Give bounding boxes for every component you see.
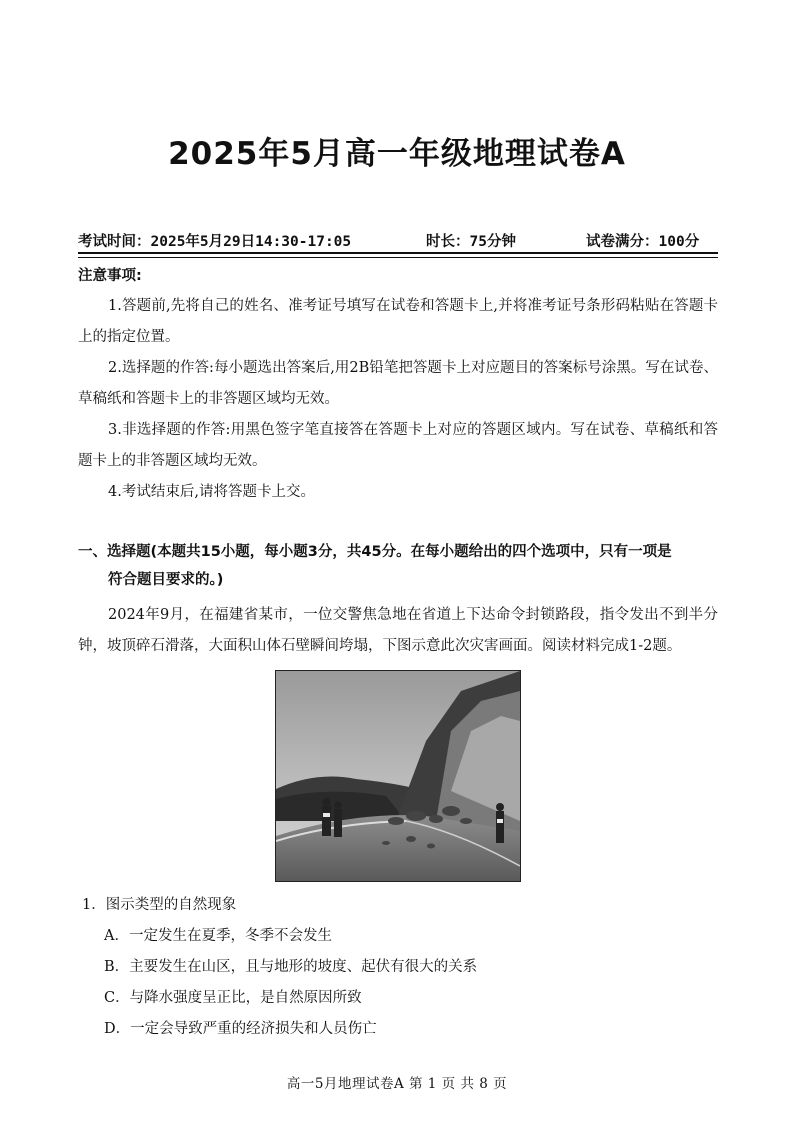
header-rule-bottom bbox=[78, 257, 718, 258]
note-item-1: 1.答题前,先将自己的姓名、准考证号填写在试卷和答题卡上,并将准考证号条形码粘贴在答题卡上的指定位置。 bbox=[78, 298, 718, 345]
question-1-stem: 1．图示类型的自然现象 bbox=[82, 897, 237, 913]
note-item-3: 3.非选择题的作答:用黑色签字笔直接答在答题卡上对应的答题区域内。写在试卷、草稿纸和答题卡上的非答题区域均无效。 bbox=[78, 422, 718, 469]
question-1-option-a: A．一定发生在夏季，冬季不会发生 bbox=[104, 928, 332, 944]
question-1-option-c: C．与降水强度呈正比，是自然原因所致 bbox=[104, 990, 362, 1006]
notes-heading: 注意事项: bbox=[78, 268, 142, 284]
page-footer: 高一5月地理试卷A 第 1 页 共 8 页 bbox=[286, 1076, 508, 1092]
question-1-option-d: D．一定会导致严重的经济损失和人员伤亡 bbox=[104, 1021, 377, 1037]
exam-time: 考试时间：2025年5月29日14:30-17:05 bbox=[78, 234, 352, 250]
note-item-2: 2.选择题的作答:每小题选出答案后,用2B铅笔把答题卡上对应题目的答案标号涂黑。写在试卷、草稿纸和答题卡上的非答题区域均无效。 bbox=[78, 360, 718, 407]
exam-title: 2025年5月高一年级地理试卷A bbox=[168, 136, 626, 172]
exam-full-score: 试卷满分：100分 bbox=[586, 234, 700, 250]
landslide-photo-drawing bbox=[276, 671, 520, 881]
section-heading-line-2: 符合题目要求的。) bbox=[108, 572, 224, 588]
material-passage: 2024年9月，在福建省某市，一位交警焦急地在省道上下达命令封锁路段，指令发出不到半分钟，坡顶碎石滑落，大面积山体石壁瞬间垮塌，下图示意此次灾害画面。阅读材料完成1-2题。 bbox=[78, 607, 718, 654]
note-item-4: 4.考试结束后,请将答题卡上交。 bbox=[108, 484, 315, 500]
exam-duration: 时长：75分钟 bbox=[426, 234, 516, 250]
question-1-option-b: B．主要发生在山区，且与地形的坡度、起伏有很大的关系 bbox=[104, 959, 478, 975]
landslide-photo bbox=[275, 670, 521, 882]
header-rule-top bbox=[78, 252, 718, 254]
section-heading-line-1: 一、选择题(本题共15小题，每小题3分，共45分。在每小题给出的四个选项中，只有一项是 bbox=[78, 544, 672, 560]
